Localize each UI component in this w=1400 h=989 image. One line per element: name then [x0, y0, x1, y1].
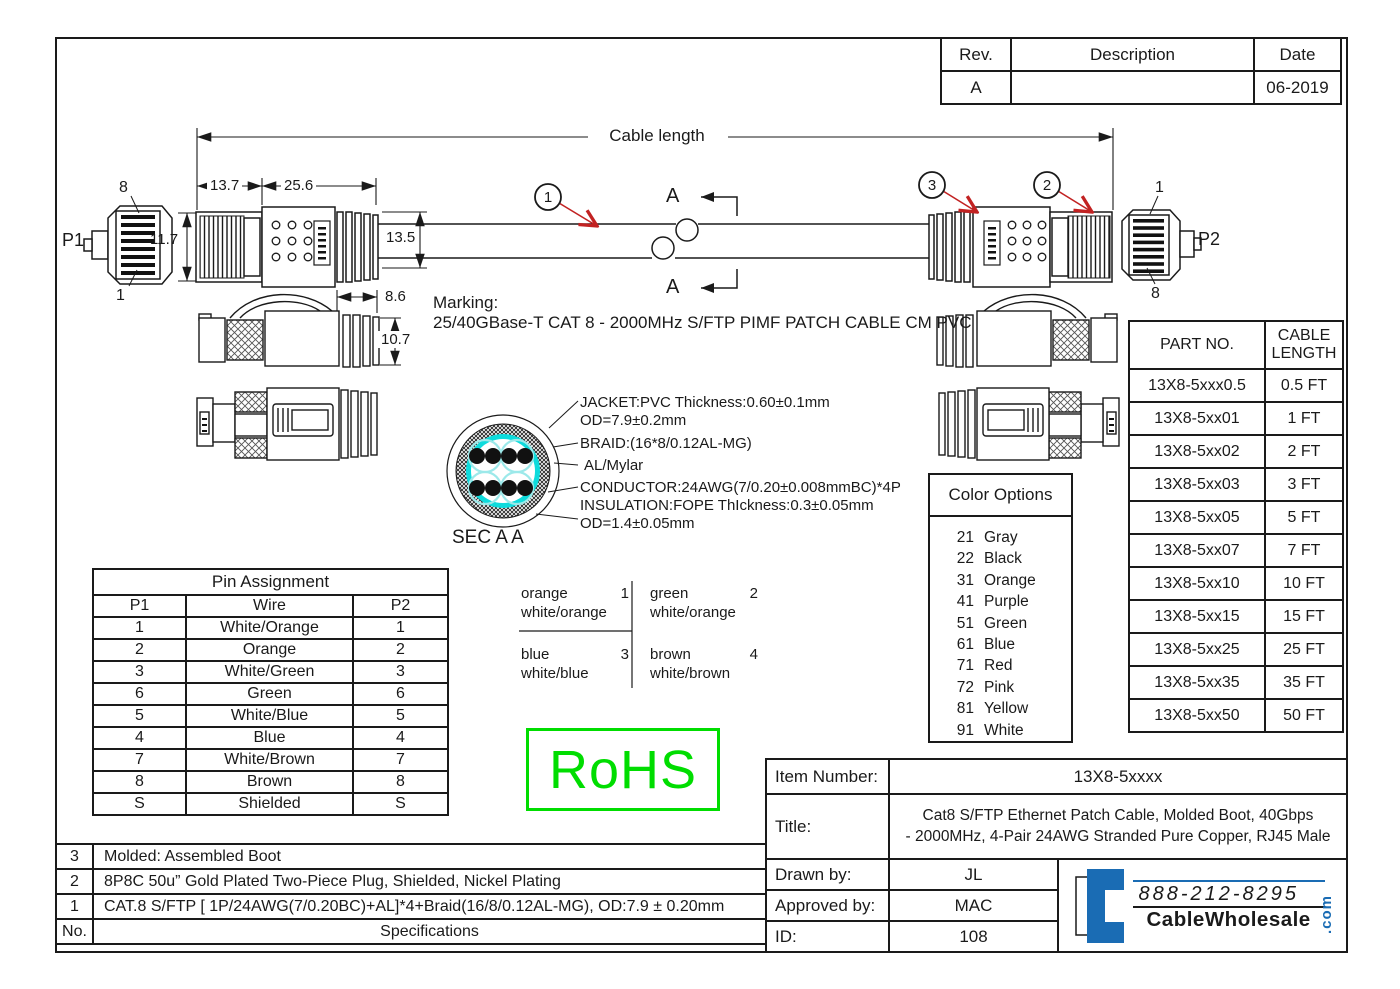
spec-footer-row	[56, 919, 766, 944]
part-row	[1129, 567, 1343, 600]
drawn-by-label: Drawn by:	[767, 860, 890, 889]
color-name: White	[984, 721, 1024, 739]
cell: 3	[93, 661, 186, 683]
spec-no: 2	[56, 869, 93, 894]
part-no-header: PART NO.	[1129, 321, 1265, 369]
pin-assignment-title: Pin Assignment	[93, 569, 448, 595]
note-braid: BRAID:(16*8/0.12AL-MG)	[580, 435, 752, 452]
color-name: Orange	[984, 571, 1036, 589]
cable-cross-section	[447, 401, 578, 527]
cell: 6	[353, 683, 448, 705]
length: 50 FT	[1265, 699, 1343, 732]
part-no: 13X8-5xx10	[1129, 567, 1265, 600]
approved-by-row	[767, 891, 1057, 922]
p1-plug-side-view	[196, 207, 378, 287]
cable-lines	[378, 219, 929, 259]
cell: 1	[93, 617, 186, 639]
pair-stripe: white/brown	[650, 665, 731, 682]
length: 35 FT	[1265, 666, 1343, 699]
cell: 8	[353, 771, 448, 793]
pair-color: orange	[521, 585, 568, 602]
item-number-row	[767, 760, 1346, 795]
p2-strain-relief-ribs	[929, 212, 970, 282]
cablewholesale-logo	[1059, 860, 1346, 951]
signoff-and-logo	[767, 860, 1346, 951]
p1-plug-dots	[272, 221, 312, 261]
part-row	[1129, 666, 1343, 699]
part-no: 13X8-5xx07	[1129, 534, 1265, 567]
marking-label: Marking:	[433, 293, 499, 312]
part-row	[1129, 369, 1343, 402]
color-code: 51	[956, 614, 974, 632]
cell: White/Brown	[186, 749, 353, 771]
note-al-mylar: AL/Mylar	[584, 457, 644, 474]
rev-header: Rev.	[941, 38, 1011, 71]
color-options-box	[928, 473, 1073, 743]
spec-text: Molded: Assembled Boot	[93, 844, 766, 869]
dim-nose-length: 13.7	[207, 177, 242, 194]
color-name: Red	[984, 657, 1013, 675]
cell: 5	[353, 705, 448, 727]
length: 1 FT	[1265, 402, 1343, 435]
cell: 7	[353, 749, 448, 771]
cell: 6	[93, 683, 186, 705]
color-option	[930, 570, 1071, 591]
part-row	[1129, 699, 1343, 732]
pair-color: blue	[521, 646, 550, 663]
pair-num: 4	[749, 646, 758, 663]
pin-row	[93, 705, 448, 727]
dim-body-length: 25.6	[281, 177, 316, 194]
cell: White/Orange	[186, 617, 353, 639]
part-no: 13X8-5xx03	[1129, 468, 1265, 501]
pin-row	[93, 727, 448, 749]
color-name: Blue	[984, 636, 1016, 654]
p2-pin8-label: 8	[1151, 285, 1160, 302]
pin-row	[93, 793, 448, 815]
title-row	[767, 795, 1346, 860]
part-no: 13X8-5xx01	[1129, 402, 1265, 435]
cell: S	[353, 793, 448, 815]
pair-stripe: white/blue	[521, 665, 589, 682]
p2-pin1-label: 1	[1155, 179, 1164, 196]
length: 3 FT	[1265, 468, 1343, 501]
p2-plug-dots	[1008, 221, 1046, 261]
pin-assignment-table	[92, 568, 449, 816]
p2-plug-side-view	[929, 207, 1112, 287]
pair-num: 3	[620, 646, 629, 663]
pair-color: brown	[650, 646, 691, 663]
length: 0.5 FT	[1265, 369, 1343, 402]
spec-no-header: No.	[56, 919, 93, 944]
color-code: 41	[956, 593, 974, 611]
length: 15 FT	[1265, 600, 1343, 633]
pin-row	[93, 749, 448, 771]
part-row	[1129, 435, 1343, 468]
color-option	[930, 720, 1071, 741]
part-no: 13X8-5xx05	[1129, 501, 1265, 534]
color-option	[930, 698, 1071, 719]
pin-row	[93, 771, 448, 793]
logo-text-block	[1133, 880, 1336, 934]
id-label: ID:	[767, 922, 890, 951]
part-no: 13X8-5xxx0.5	[1129, 369, 1265, 402]
logo-c-icon	[1073, 867, 1127, 945]
note-jacket-od: OD=7.9±0.2mm	[580, 412, 687, 429]
length: 5 FT	[1265, 501, 1343, 534]
col-p1: P1	[93, 595, 186, 617]
boot-views-left	[197, 295, 379, 460]
logo-phone: 888-212-8295	[1138, 882, 1300, 905]
logo-name: CableWholesale	[1146, 907, 1311, 931]
item-number-value: 13X8-5xxxx	[1073, 766, 1163, 786]
pair-num: 1	[620, 585, 629, 602]
cell: Shielded	[186, 793, 353, 815]
col-p2: P2	[353, 595, 448, 617]
color-code: 31	[956, 571, 974, 589]
note-jacket: JACKET:PVC Thickness:0.60±0.1mm	[580, 394, 830, 411]
color-name: Black	[984, 550, 1022, 568]
wire-pair-3	[521, 645, 629, 683]
length: 2 FT	[1265, 435, 1343, 468]
section-markers	[701, 192, 737, 293]
cell: 5	[93, 705, 186, 727]
title-value	[890, 795, 1346, 858]
specifications-table	[55, 843, 767, 945]
color-code: 91	[956, 721, 974, 739]
cell: White/Blue	[186, 705, 353, 727]
spec-title: Specifications	[93, 919, 766, 944]
color-code: 61	[956, 636, 974, 654]
color-option	[930, 677, 1071, 698]
color-code: 71	[956, 657, 974, 675]
p1-label: P1	[62, 230, 85, 250]
part-number-table	[1128, 320, 1344, 733]
rohs-label: RoHS	[548, 739, 698, 800]
part-no: 13X8-5xx15	[1129, 600, 1265, 633]
part-row	[1129, 402, 1343, 435]
color-option	[930, 548, 1071, 569]
rev-value: A	[941, 71, 1011, 104]
dim-boot-height: 13.5	[383, 229, 418, 246]
cell: White/Green	[186, 661, 353, 683]
color-name: Purple	[984, 593, 1029, 611]
cell: 7	[93, 749, 186, 771]
title-block	[765, 758, 1348, 953]
wire-pair-1	[521, 584, 629, 622]
part-no: 13X8-5xx35	[1129, 666, 1265, 699]
revision-table	[940, 37, 1342, 105]
logo-tld: .com	[1318, 894, 1336, 934]
cell: Brown	[186, 771, 353, 793]
section-a-bottom-label: A	[666, 276, 680, 298]
pin-row	[93, 617, 448, 639]
part-no: 13X8-5xx50	[1129, 699, 1265, 732]
color-option	[930, 613, 1071, 634]
balloon-1: 1	[543, 188, 553, 206]
spec-row	[56, 894, 766, 919]
spec-row	[56, 844, 766, 869]
cable-length-label: Cable length	[609, 126, 705, 145]
color-code: 81	[956, 700, 974, 718]
pair-num: 2	[749, 585, 758, 602]
cell: 2	[353, 639, 448, 661]
cell: 3	[353, 661, 448, 683]
cell: 2	[93, 639, 186, 661]
part-row	[1129, 501, 1343, 534]
balloon-2: 2	[1042, 176, 1052, 194]
id-value: 108	[959, 926, 988, 946]
color-code: 21	[956, 529, 974, 546]
date-value: 06-2019	[1254, 71, 1341, 104]
description-value	[1011, 71, 1254, 104]
length: 10 FT	[1265, 567, 1343, 600]
note-insulation: INSULATION:FOPE ThIckness:0.3±0.05mm	[580, 497, 874, 514]
length: 7 FT	[1265, 534, 1343, 567]
color-name: Yellow	[984, 700, 1029, 718]
cell: 8	[93, 771, 186, 793]
pin-row	[93, 661, 448, 683]
note-conductor: CONDUCTOR:24AWG(7/0.20±0.008mmBC)*4P	[580, 479, 901, 496]
wire-pair-4	[650, 645, 758, 683]
color-options-title: Color Options	[930, 475, 1071, 517]
drawn-by-value: JL	[964, 864, 983, 884]
part-row	[1129, 600, 1343, 633]
pin-row	[93, 683, 448, 705]
part-row	[1129, 633, 1343, 666]
color-code: 22	[956, 550, 974, 568]
pair-color: green	[650, 585, 689, 602]
cell: Orange	[186, 639, 353, 661]
cell: S	[93, 793, 186, 815]
color-code: 72	[956, 678, 974, 696]
cell: Blue	[186, 727, 353, 749]
sec-a-a-label: SEC A A	[452, 527, 524, 548]
date-header: Date	[1254, 38, 1341, 71]
p1-pin1-label: 1	[116, 287, 125, 304]
color-option	[930, 655, 1071, 676]
p1-strain-relief-ribs	[337, 212, 378, 282]
color-name: Gray	[984, 529, 1018, 546]
pair-stripe: white/orange	[521, 604, 607, 621]
dim-plug-height: 11.7	[150, 231, 179, 248]
cell: 4	[353, 727, 448, 749]
dim-rib-length: 8.6	[385, 288, 406, 305]
p2-front-view	[1122, 196, 1201, 284]
spec-text: CAT.8 S/FTP [ 1P/24AWG(7/0.20BC)+AL]*4+Braid(16/8/0.12AL-MG), OD:7.9 ± 0.20mm	[93, 894, 766, 919]
dim-rib-height: 10.7	[378, 331, 413, 348]
description-header: Description	[1011, 38, 1254, 71]
title-line2: - 2000MHz, 4-Pair 24AWG Stranded Pure Copper, RJ45 Male	[905, 827, 1331, 845]
length: 25 FT	[1265, 633, 1343, 666]
part-no: 13X8-5xx25	[1129, 633, 1265, 666]
pair-stripe: white/orange	[650, 604, 736, 621]
pin-row	[93, 639, 448, 661]
cable-length-header: CABLE LENGTH	[1265, 321, 1343, 369]
spec-row	[56, 869, 766, 894]
color-option	[930, 527, 1071, 548]
rohs-badge	[526, 728, 720, 811]
drawn-by-row	[767, 860, 1057, 891]
note-insulation-od: OD=1.4±0.05mm	[580, 515, 695, 532]
color-name: Green	[984, 614, 1028, 632]
approved-by-label: Approved by:	[767, 891, 890, 920]
approved-by-value: MAC	[954, 895, 993, 915]
color-option	[930, 591, 1071, 612]
color-option	[930, 634, 1071, 655]
part-row	[1129, 534, 1343, 567]
spec-text: 8P8C 50u” Gold Plated Two-Piece Plug, Shielded, Nickel Plating	[93, 869, 766, 894]
title-line1: Cat8 S/FTP Ethernet Patch Cable, Molded Boot, 40Gbps	[922, 806, 1314, 824]
part-no: 13X8-5xx02	[1129, 435, 1265, 468]
section-a-top-label: A	[666, 185, 680, 207]
item-number-label: Item Number:	[767, 760, 890, 793]
wire-pair-2	[650, 584, 758, 622]
part-row	[1129, 468, 1343, 501]
cell: 1	[353, 617, 448, 639]
id-row	[767, 922, 1057, 951]
title-label: Title:	[767, 795, 890, 858]
color-name: Pink	[984, 678, 1015, 696]
cell: 4	[93, 727, 186, 749]
spec-no: 3	[56, 844, 93, 869]
spec-no: 1	[56, 894, 93, 919]
marking-text: 25/40GBase-T CAT 8 - 2000MHz S/FTP PIMF PATCH CABLE CM PVC	[433, 313, 972, 332]
p1-pin8-label: 8	[119, 179, 128, 196]
p2-label: P2	[1198, 229, 1221, 249]
col-wire: Wire	[186, 595, 353, 617]
balloon-3: 3	[927, 176, 937, 194]
cell: Green	[186, 683, 353, 705]
